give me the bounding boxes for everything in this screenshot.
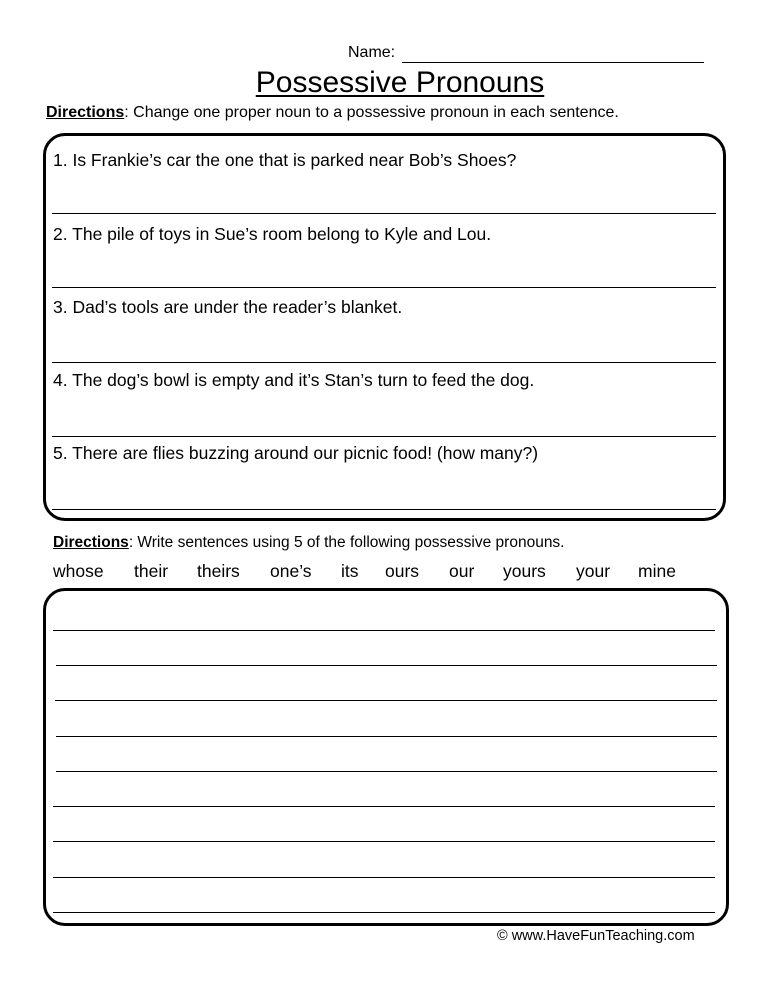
writing-line-6[interactable] xyxy=(53,806,715,807)
directions-text: : Write sentences using 5 of the following possessive pronouns. xyxy=(128,534,565,551)
pronoun-word: one’s xyxy=(270,561,312,581)
writing-line-5[interactable] xyxy=(56,771,717,772)
writing-line-2[interactable] xyxy=(56,665,717,666)
writing-line-9[interactable] xyxy=(53,912,715,913)
pronoun-word: theirs xyxy=(197,561,240,581)
pronoun-word: whose xyxy=(53,561,104,581)
writing-line-1[interactable] xyxy=(53,630,715,631)
directions-label: Directions xyxy=(53,534,129,551)
writing-box xyxy=(43,588,729,926)
answer-line-5[interactable] xyxy=(52,509,716,510)
pronoun-word: its xyxy=(341,561,359,581)
pronoun-word: your xyxy=(576,561,611,581)
sentence-5: 5. There are flies buzzing around our picnic food! (how many?) xyxy=(53,443,539,463)
answer-line-4[interactable] xyxy=(52,436,716,437)
answer-line-3[interactable] xyxy=(52,362,716,363)
pronoun-word: our xyxy=(449,561,475,581)
sentence-2: 2. The pile of toys in Sue’s room belong to Kyle and Lou. xyxy=(53,224,492,244)
pronoun-word: ours xyxy=(385,561,420,581)
directions-section-1 xyxy=(46,104,619,122)
pronoun-word: yours xyxy=(503,561,546,581)
answer-line-2[interactable] xyxy=(52,287,716,288)
copyright-footer: © www.HaveFunTeaching.com xyxy=(497,928,695,944)
sentence-1: 1. Is Frankie’s car the one that is parked near Bob’s Shoes? xyxy=(53,150,517,170)
name-input-line[interactable] xyxy=(402,62,704,63)
pronoun-word: their xyxy=(134,561,169,581)
name-label: Name: xyxy=(348,44,396,61)
sentence-3: 3. Dad’s tools are under the reader’s blanket. xyxy=(53,297,403,317)
writing-line-3[interactable] xyxy=(55,700,717,701)
directions-section-2 xyxy=(53,534,565,552)
writing-line-7[interactable] xyxy=(53,841,715,842)
pronoun-word: mine xyxy=(638,561,676,581)
writing-line-4[interactable] xyxy=(56,736,717,737)
directions-label: Directions xyxy=(46,104,125,121)
sentence-4: 4. The dog’s bowl is empty and it’s Stan’s turn to feed the dog. xyxy=(53,370,535,390)
answer-line-1[interactable] xyxy=(52,213,716,214)
directions-text: : Change one proper noun to a possessive pronoun in each sentence. xyxy=(124,104,619,121)
worksheet-title: Possessive Pronouns xyxy=(255,66,545,99)
writing-line-8[interactable] xyxy=(53,877,715,878)
